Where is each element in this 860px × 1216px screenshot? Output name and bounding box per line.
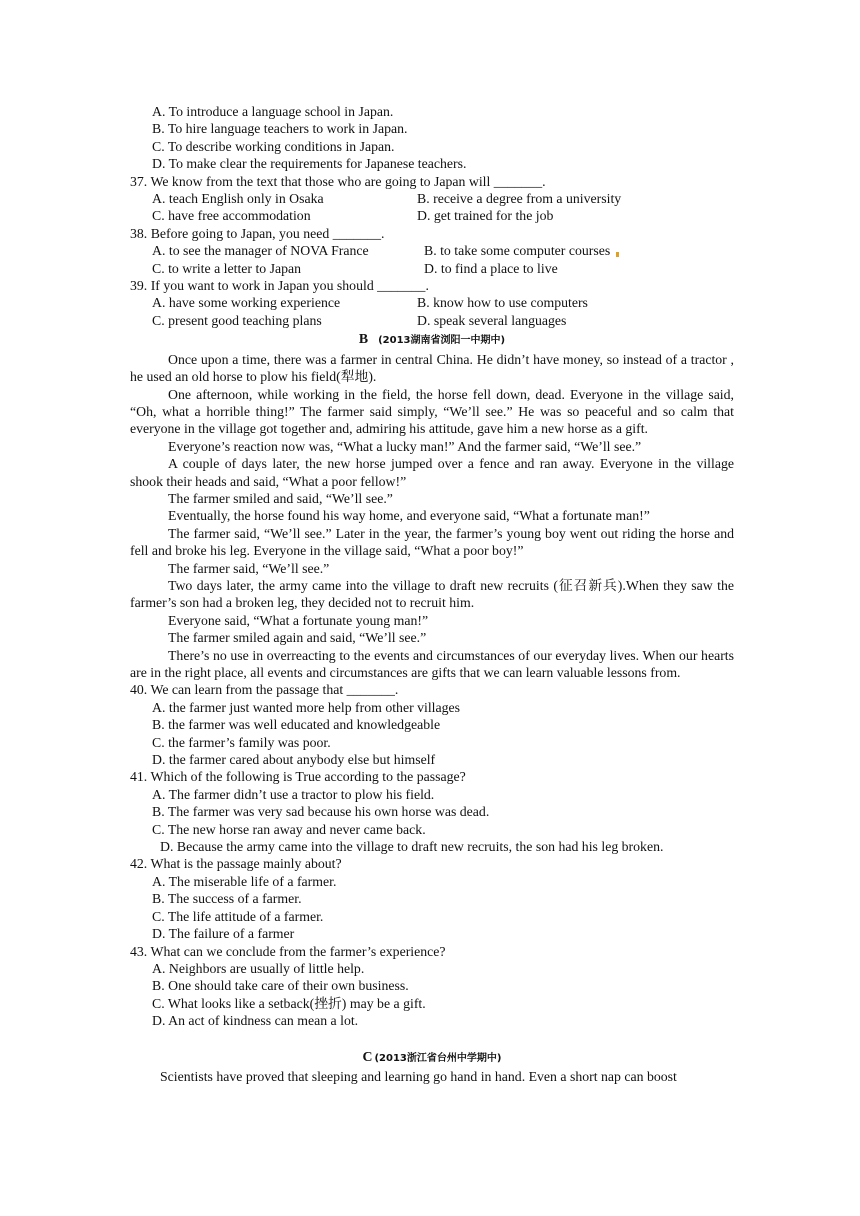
option-37b: B. receive a degree from a university bbox=[417, 191, 622, 207]
option-43a: A. Neighbors are usually of little help. bbox=[152, 960, 365, 976]
option-36d: D. To make clear the requirements for Japanese teachers. bbox=[152, 156, 467, 172]
passage-paragraph: Everyone said, “What a fortunate young man!” bbox=[168, 612, 429, 628]
section-b-letter: B bbox=[358, 331, 369, 347]
passage-paragraph: The farmer said, “We’ll see.” Later in the year, the farmer’s young boy went out riding the horse and fell and broke his leg. Everyone in the village said, “What a poor boy!” bbox=[130, 525, 734, 559]
question-41 bbox=[130, 768, 734, 855]
option-42b: B. The success of a farmer. bbox=[152, 891, 302, 907]
option-42d: D. The failure of a farmer bbox=[152, 926, 295, 942]
section-c-first-line: Scientists have proved that sleeping and learning go hand in hand. Even a short nap can boost bbox=[160, 1068, 677, 1084]
passage-paragraph: Everyone’s reaction now was, “What a lucky man!” And the farmer said, “We’ll see.” bbox=[168, 438, 642, 454]
option-38b: B. to take some computer courses bbox=[424, 242, 619, 259]
passage-paragraph: There’s no use in overreacting to the events and circumstances of our everyday lives. When our hearts are in the right place, all events and circumstances are gifts that we can learn valuable lessons from. bbox=[130, 647, 734, 680]
question-42-stem: 42. What is the passage mainly about? bbox=[130, 856, 342, 872]
option-37a: A. teach English only in Osaka bbox=[152, 191, 324, 207]
option-40a: A. the farmer just wanted more help from other villages bbox=[152, 699, 461, 715]
section-b-heading bbox=[130, 330, 734, 349]
option-39a: A. have some working experience bbox=[152, 295, 341, 311]
option-39c: C. present good teaching plans bbox=[152, 312, 322, 328]
question-42 bbox=[130, 855, 734, 942]
section-c-source: (2013浙江省台州中学期中) bbox=[374, 1052, 502, 1064]
question-38 bbox=[130, 225, 734, 277]
question-39-stem: 39. If you want to work in Japan you should _______. bbox=[130, 278, 429, 294]
question-43-stem: 43. What can we conclude from the farmer’s experience? bbox=[130, 943, 446, 959]
question-37 bbox=[130, 173, 734, 225]
option-41a: A. The farmer didn’t use a tractor to plow his field. bbox=[152, 786, 435, 802]
option-42a: A. The miserable life of a farmer. bbox=[152, 873, 337, 889]
question-38-stem: 38. Before going to Japan, you need _______. bbox=[130, 225, 385, 241]
passage-paragraph: One afternoon, while working in the field, the horse fell down, dead. Everyone in the village said, “Oh, what a horrible thing!” The farmer said simply, “We’ll see.” He was so peaceful and so calm that everyone in the village got together and, admiring his attitude, gave him a new horse as a gift. bbox=[130, 386, 734, 437]
section-b-passage bbox=[130, 351, 734, 682]
question-39 bbox=[130, 277, 734, 329]
passage-paragraph: The farmer smiled and said, “We’ll see.” bbox=[168, 490, 393, 506]
section-c-heading bbox=[130, 1048, 734, 1067]
passage-paragraph: The farmer smiled again and said, “We’ll see.” bbox=[168, 630, 427, 646]
passage-paragraph: A couple of days later, the new horse jumped over a fence and ran away. Everyone in the village shook their heads and said, “What a poor fellow!” bbox=[130, 456, 734, 489]
option-39b: B. know how to use computers bbox=[417, 295, 588, 311]
ink-dot-mark bbox=[616, 252, 619, 257]
option-40d: D. the farmer cared about anybody else but himself bbox=[152, 752, 436, 768]
section-b-source: (2013湖南省浏阳一中期中) bbox=[378, 335, 506, 347]
question-40-stem: 40. We can learn from the passage that _______. bbox=[130, 682, 399, 698]
option-37c: C. have free accommodation bbox=[152, 208, 311, 224]
question-40 bbox=[130, 681, 734, 768]
section-c-letter: C bbox=[362, 1048, 373, 1064]
option-40b: B. the farmer was well educated and knowledgeable bbox=[152, 717, 441, 733]
option-40c: C. the farmer’s family was poor. bbox=[152, 734, 331, 750]
passage-paragraph: Once upon a time, there was a farmer in central China. He didn’t have money, so instead of a tractor , he used an old horse to plow his field(犁地). bbox=[130, 351, 734, 385]
option-41b: B. The farmer was very sad because his own horse was dead. bbox=[152, 804, 490, 820]
option-37d: D. get trained for the job bbox=[417, 208, 554, 224]
option-41d: D. Because the army came into the village to draft new recruits, the son had his leg broken. bbox=[160, 839, 664, 855]
question-37-stem: 37. We know from the text that those who are going to Japan will _______. bbox=[130, 173, 546, 189]
question-36-options bbox=[130, 103, 734, 173]
option-39d: D. speak several languages bbox=[417, 312, 567, 328]
option-38a: A. to see the manager of NOVA France bbox=[152, 243, 369, 259]
document-page bbox=[130, 103, 734, 1085]
option-43b: B. One should take care of their own business. bbox=[152, 978, 409, 994]
option-38c: C. to write a letter to Japan bbox=[152, 260, 302, 276]
passage-paragraph: Eventually, the horse found his way home, and everyone said, “What a fortunate man!” bbox=[168, 508, 650, 524]
option-36c: C. To describe working conditions in Japan. bbox=[152, 138, 395, 154]
passage-paragraph: The farmer said, “We’ll see.” bbox=[168, 560, 330, 576]
question-43 bbox=[130, 943, 734, 1030]
option-36a: A. To introduce a language school in Japan. bbox=[152, 104, 394, 119]
passage-paragraph: Two days later, the army came into the village to draft new recruits (征召新兵).When they saw the farmer’s son had a broken leg, they decided not to recruit him. bbox=[130, 577, 734, 611]
option-38d: D. to find a place to live bbox=[424, 260, 558, 276]
option-43d: D. An act of kindness can mean a lot. bbox=[152, 1013, 359, 1029]
option-41c: C. The new horse ran away and never came back. bbox=[152, 821, 426, 837]
question-41-stem: 41. Which of the following is True according to the passage? bbox=[130, 769, 466, 785]
option-43c: C. What looks like a setback(挫折) may be a gift. bbox=[152, 995, 426, 1011]
option-36b: B. To hire language teachers to work in Japan. bbox=[152, 121, 408, 137]
option-42c: C. The life attitude of a farmer. bbox=[152, 908, 324, 924]
